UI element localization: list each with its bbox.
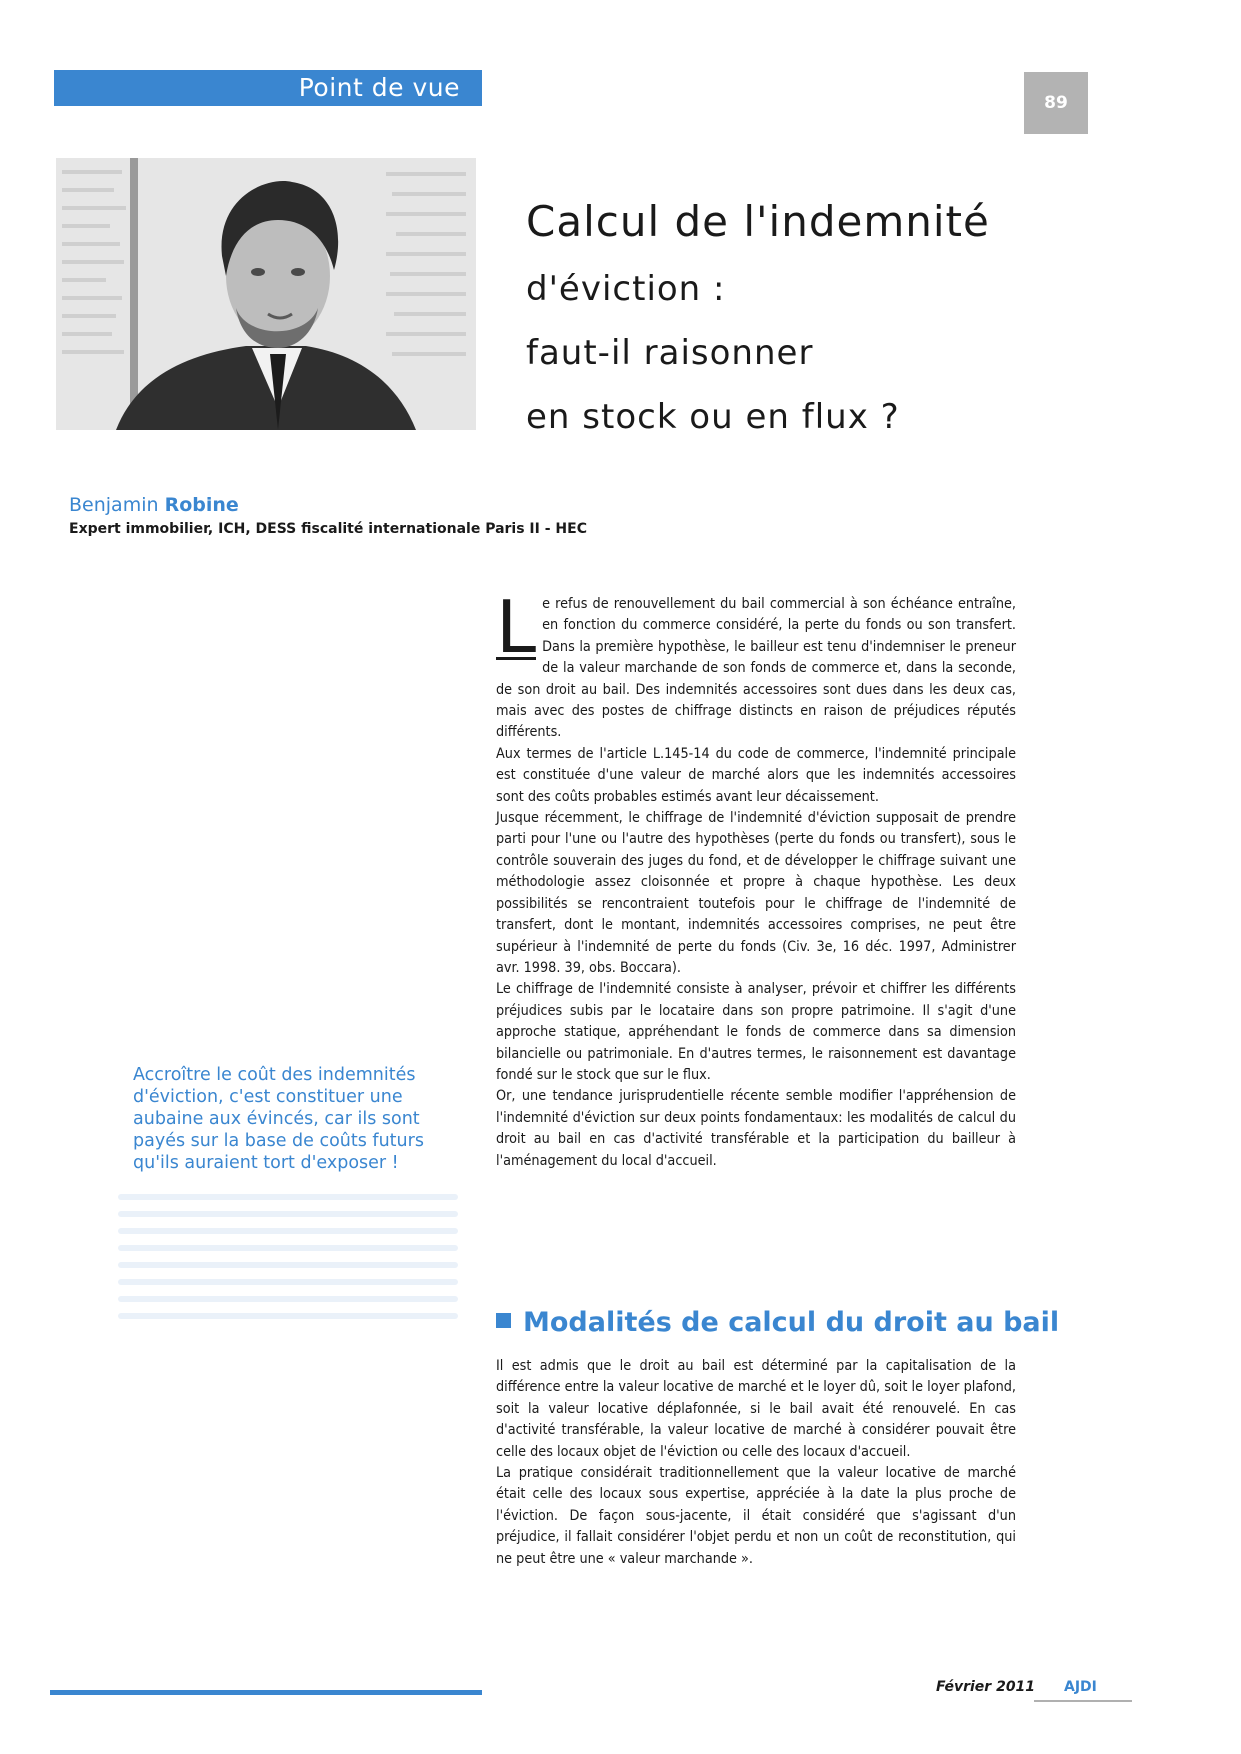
- pull-quote: Accroître le coût des indemnités d'éviction, c'est constituer une aubaine aux évincés, car ils sont payés sur la base de coûts futurs qu'ils auraient tort d'exposer !: [133, 1065, 424, 1173]
- section-paragraph: La pratique considérait traditionnellement que la valeur locative de marché était celle des locaux sous expertise, appréciée à la date la plus proche de l'éviction. De façon sous-jacente, il était considéré que s'agissant d'un préjudice, il fallait considérer l'objet perdu et non un coût de reconstitution, qui ne peut être une « valeur marchande ».: [496, 1465, 1016, 1567]
- title-line-1: [526, 190, 1186, 257]
- article-body: [496, 585, 1016, 1172]
- portrait-illustration: [56, 158, 476, 430]
- title-line-1-text: Calcul de l'indemnité: [526, 197, 990, 246]
- texture-line: [118, 1313, 458, 1319]
- body-paragraph: Jusque récemment, le chiffrage de l'indemnité d'éviction supposait de prendre parti pour l'une ou l'autre des hypothèses (perte du fonds ou transfert), sous le contrôle souverain des juges du fond, et de développer le chiffrage suivant une méthodologie assez cloisonnée et propre à chaque hypothèse. Les deux possibilités se rencontraient toutefois pour le chiffrage de l'indemnité de transfert, dont le montant, indemnités accessoires comprises, ne peut être supérieur à l'indemnité de perte du fonds (Civ. 3e, 16 déc. 1997, Administrer avr. 1998. 39, obs. Boccara).: [496, 810, 1016, 976]
- texture-line: [118, 1194, 458, 1200]
- author-role: Expert immobilier, ICH, DESS fiscalité internationale Paris II - HEC: [69, 521, 587, 537]
- author-last-name: Robine: [164, 494, 239, 516]
- section-heading: [496, 1307, 1059, 1338]
- author-name: [69, 494, 239, 516]
- section-body: [496, 1356, 1016, 1570]
- body-paragraph: Or, une tendance jurisprudentielle récente semble modifier l'appréhension de l'indemnité d'éviction sur deux points fondamentaux: les modalités de calcul du droit au bail en cas d'activité transférable et la participation du bailleur à l'aménagement du local d'accueil.: [496, 1088, 1016, 1169]
- faint-background-texture: [118, 1183, 458, 1333]
- texture-line: [118, 1262, 458, 1268]
- author-first-name: Benjamin: [69, 494, 159, 516]
- texture-line: [118, 1211, 458, 1217]
- section-heading-text: Modalités de calcul du droit au bail: [523, 1307, 1060, 1338]
- section-banner: [54, 70, 482, 106]
- heading-bullet-icon: [496, 1313, 511, 1328]
- texture-line: [118, 1245, 458, 1251]
- body-paragraph: [496, 585, 1016, 744]
- title-line-4: en stock ou en flux ?: [526, 397, 900, 437]
- texture-line: [118, 1279, 458, 1285]
- body-paragraph-text: e refus de renouvellement du bail commercial à son échéance entraîne, en fonction du commerce considéré, la perte du fonds ou son transfert. Dans la première hypothèse, le bailleur est tenu d'indemniser le preneur de la valeur marchande de son fonds de commerce et, dans la seconde, de son droit au bail. Des indemnités accessoires sont dues dans les deux cas, mais avec des postes de chiffrage distincts en raison de préjudices réputés différents.: [496, 596, 1016, 741]
- footer-journal-rule: [1034, 1700, 1132, 1702]
- texture-line: [118, 1228, 458, 1234]
- article-title: [526, 190, 1186, 449]
- texture-line: [118, 1296, 458, 1302]
- footer-rule: [50, 1690, 482, 1695]
- footer-journal: AJDI: [1064, 1679, 1097, 1695]
- title-line-2: d'éviction :: [526, 269, 726, 309]
- author-portrait: [56, 158, 476, 430]
- title-line-3: faut-il raisonner: [526, 333, 814, 373]
- section-paragraph: Il est admis que le droit au bail est déterminé par la capitalisation de la différence entre la valeur locative de marché et le loyer dû, soit le loyer plafond, soit la valeur locative déplafonnée, si le bail avait été renouvelé. En cas d'activité transférable, la valeur locative de marché à considérer pouvait être celle des locaux objet de l'éviction ou celle des locaux d'accueil.: [496, 1358, 1016, 1460]
- section-label: Point de vue: [298, 73, 460, 102]
- body-paragraph: Le chiffrage de l'indemnité consiste à analyser, prévoir et chiffrer les différents préjudices subis par le locataire dans son propre patrimoine. Il s'agit d'une approche statique, appréhendant le fonds de commerce dans sa dimension bilancielle ou patrimoniale. En d'autres termes, le raisonnement est davantage fondé sur le stock que sur le flux.: [496, 981, 1016, 1083]
- footer-date: Février 2011: [936, 1679, 1036, 1695]
- drop-cap: L: [496, 585, 537, 669]
- page-number: 89: [1024, 72, 1088, 134]
- body-paragraph: Aux termes de l'article L.145-14 du code de commerce, l'indemnité principale est constituée d'une valeur de marché alors que les indemnités accessoires sont des coûts probables estimés avant leur décaissement.: [496, 745, 1016, 805]
